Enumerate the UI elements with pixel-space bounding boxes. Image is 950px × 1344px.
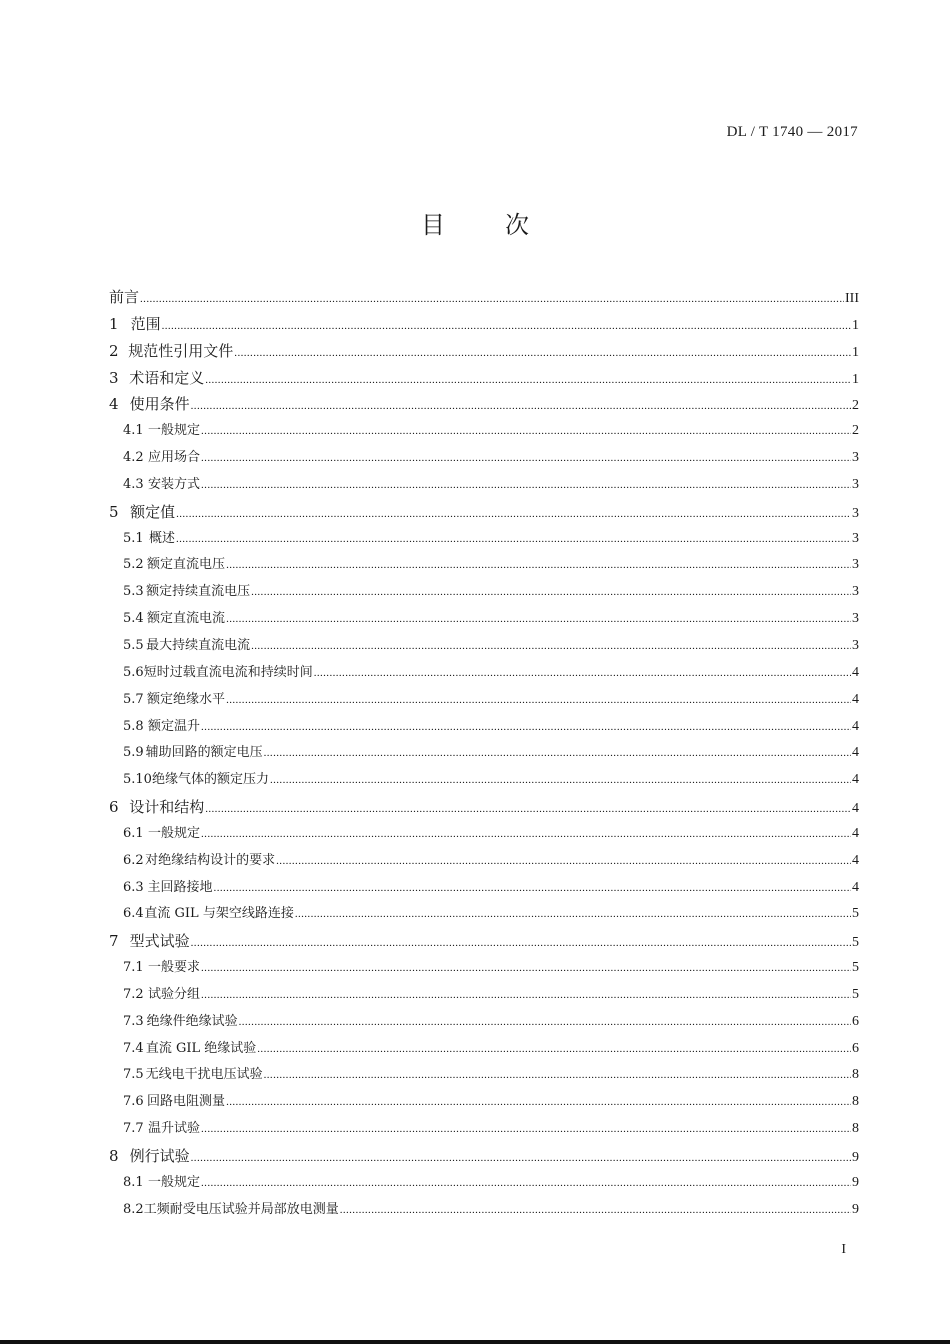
toc-entry-title: 前言	[109, 288, 140, 306]
toc-entry-title: 短时过载直流电流和持续时间	[143, 664, 313, 680]
toc-entry-title: 型式试验	[129, 932, 190, 951]
toc-entry-number: 5.2	[123, 557, 144, 573]
toc-entry[interactable]	[109, 821, 859, 848]
toc-entry-page: 4	[852, 825, 859, 841]
toc-entry-page: 4	[852, 879, 859, 895]
toc-entry[interactable]	[109, 794, 859, 821]
title-left: 目	[421, 211, 445, 239]
toc-entry-number: 5.4	[123, 611, 144, 627]
toc-leader-dots	[340, 1197, 851, 1224]
toc-entry-title: 辅助回路的额定电压	[145, 745, 263, 761]
toc-leader-dots	[176, 526, 851, 553]
title-right: 次	[505, 211, 529, 239]
toc-leader-dots	[226, 552, 851, 579]
toc-entry-page: 8	[852, 1094, 859, 1110]
toc-entry-page: 3	[852, 637, 859, 653]
standard-code: DL / T 1740 — 2017	[726, 124, 858, 140]
toc-entry-number: 5.7	[123, 691, 144, 707]
toc-entry[interactable]	[109, 928, 859, 955]
toc-entry-number: 5.1	[123, 530, 144, 546]
toc-entry-title: 对绝缘结构设计的要求	[145, 852, 276, 868]
toc-entry-number: 6.2	[123, 852, 144, 868]
toc-entry[interactable]	[109, 445, 859, 472]
toc-entry-number: 3	[109, 368, 119, 387]
toc-leader-dots	[214, 875, 851, 902]
toc-entry-number: 4.2	[123, 450, 144, 466]
toc-entry-page: 4	[852, 664, 859, 680]
toc-leader-dots	[201, 1116, 851, 1143]
toc-entry-number: 7.3	[123, 1013, 144, 1029]
toc-entry[interactable]	[109, 1143, 859, 1170]
toc-entry-title: 一般规定	[148, 423, 201, 439]
toc-entry[interactable]	[109, 982, 859, 1009]
toc-entry-number: 7.1	[123, 960, 144, 976]
toc-entry-page: 4	[852, 801, 859, 817]
toc-leader-dots	[234, 340, 851, 367]
toc-entry-page: 4	[852, 852, 859, 868]
toc-entry[interactable]	[109, 472, 859, 499]
toc-entry-title: 设计和结构	[129, 798, 205, 817]
toc-entry-number: 5.5	[123, 637, 144, 653]
toc-entry-number: 7.4	[123, 1040, 144, 1056]
toc-entry-title: 额定直流电压	[147, 557, 226, 573]
toc-entry-title: 温升试验	[148, 1121, 201, 1137]
toc-leader-dots	[140, 286, 844, 313]
toc-entry-page: 3	[852, 584, 859, 600]
toc-entry-title: 术语和定义	[129, 368, 205, 387]
toc-entry-number: 6.4	[123, 906, 144, 922]
toc-leader-dots	[226, 606, 851, 633]
toc-leader-dots	[201, 418, 851, 445]
toc-leader-dots	[314, 660, 851, 687]
toc-entry-title: 额定直流电流	[147, 611, 226, 627]
toc-entry-page: 1	[852, 317, 859, 333]
toc-entry-title: 绝缘件绝缘试验	[146, 1013, 238, 1029]
toc-entry-title: 一般规定	[148, 825, 201, 841]
toc-entry-page: 6	[852, 1013, 859, 1029]
toc-entry-title: 直流 GIL 与架空线路连接	[144, 906, 294, 922]
toc-entry[interactable]	[109, 499, 859, 526]
toc-entry[interactable]	[109, 311, 859, 338]
toc-entry-page: 5	[852, 906, 859, 922]
toc-entry-number: 1	[109, 314, 119, 333]
toc-entry-number: 5.3	[123, 584, 144, 600]
toc-entry-page: 4	[852, 745, 859, 761]
toc-entry-title: 安装方式	[148, 476, 201, 492]
toc-entry[interactable]	[109, 714, 859, 741]
toc-entry-number: 8.1	[123, 1174, 144, 1190]
toc-entry-page: 5	[852, 986, 859, 1002]
toc-leader-dots	[276, 848, 851, 875]
toc-entry[interactable]	[109, 955, 859, 982]
toc-entry[interactable]	[109, 740, 859, 767]
toc-entry[interactable]	[109, 875, 859, 902]
toc-leader-dots	[251, 579, 851, 606]
toc-entry-number: 8	[109, 1147, 119, 1165]
toc-entry-title: 额定绝缘水平	[147, 691, 226, 707]
toc-entry-page: 3	[852, 450, 859, 466]
toc-entry-page: 3	[852, 530, 859, 546]
bottom-border	[0, 1340, 950, 1344]
toc-entry-page: 3	[852, 557, 859, 573]
toc-leader-dots	[201, 1170, 851, 1197]
toc-entry-number: 5	[109, 502, 119, 521]
toc-entry-page: 5	[852, 960, 859, 976]
toc-entry-page: 4	[852, 772, 859, 788]
toc-entry[interactable]	[109, 1089, 859, 1116]
toc-entry[interactable]	[109, 1036, 859, 1063]
toc-leader-dots	[226, 1089, 851, 1116]
toc-entry-title: 例行试验	[129, 1147, 190, 1165]
toc-entry[interactable]	[109, 418, 859, 445]
toc-entry-title: 额定温升	[148, 718, 201, 734]
toc-entry-page: 3	[852, 505, 859, 521]
toc-leader-dots	[270, 767, 851, 794]
toc-entry[interactable]	[109, 1062, 859, 1089]
toc-entry[interactable]	[109, 365, 859, 392]
toc-entry[interactable]	[109, 284, 859, 311]
toc-leader-dots	[226, 687, 851, 714]
toc-leader-dots	[239, 1009, 851, 1036]
toc-entry-title: 回路电阻测量	[147, 1094, 226, 1110]
toc-entry-number: 6.1	[123, 825, 144, 841]
toc-entry-number: 5.9	[123, 745, 144, 761]
toc-entry-title: 直流 GIL 绝缘试验	[145, 1040, 257, 1056]
toc-entry-title: 试验分组	[148, 986, 201, 1002]
toc-entry-page: 9	[852, 1174, 859, 1190]
toc-entry-page: 4	[852, 691, 859, 707]
toc-entry-page: 3	[852, 476, 859, 492]
toc-leader-dots	[201, 821, 851, 848]
table-of-contents	[109, 284, 859, 1224]
toc-entry-title: 一般要求	[148, 960, 201, 976]
toc-entry[interactable]	[109, 1170, 859, 1197]
toc-entry-title: 规范性引用文件	[128, 341, 234, 360]
toc-entry[interactable]	[109, 606, 859, 633]
toc-leader-dots	[251, 633, 851, 660]
toc-entry[interactable]	[109, 391, 859, 418]
toc-entry-page: 2	[852, 423, 859, 439]
toc-leader-dots	[201, 982, 851, 1009]
toc-entry-page: 3	[852, 611, 859, 627]
toc-entry-title: 应用场合	[148, 450, 201, 466]
toc-entry-number: 7.7	[123, 1121, 144, 1137]
toc-entry-page: 5	[852, 935, 859, 951]
toc-entry-page: 9	[852, 1201, 859, 1217]
toc-entry[interactable]	[109, 1116, 859, 1143]
toc-entry-title: 主回路接地	[147, 879, 213, 895]
toc-entry-page: 1	[852, 371, 859, 387]
toc-entry[interactable]	[109, 552, 859, 579]
toc-entry-number: 7.6	[123, 1094, 144, 1110]
toc-leader-dots	[295, 901, 851, 928]
toc-entry[interactable]	[109, 660, 859, 687]
toc-entry-number: 5.10	[123, 772, 152, 788]
toc-entry-title: 概述	[148, 530, 175, 546]
toc-entry-number: 7.5	[123, 1067, 144, 1083]
toc-entry-page: 1	[852, 344, 859, 360]
toc-entry-page: 6	[852, 1040, 859, 1056]
toc-entry-title: 工频耐受电压试验并局部放电测量	[143, 1201, 339, 1217]
toc-entry-title: 范围	[130, 314, 161, 333]
toc-leader-dots	[191, 930, 851, 957]
footer-page-number: I	[841, 1242, 846, 1257]
toc-entry-number: 2	[109, 341, 119, 360]
toc-entry-title: 额定值	[130, 502, 176, 521]
toc-leader-dots	[201, 714, 851, 741]
toc-entry-page: III	[845, 291, 859, 306]
toc-leader-dots	[264, 740, 851, 767]
toc-leader-dots	[201, 472, 851, 499]
toc-entry-title: 额定持续直流电压	[146, 584, 251, 600]
toc-leader-dots	[162, 313, 851, 340]
toc-entry[interactable]	[109, 526, 859, 553]
toc-entry-number: 8.2	[123, 1201, 144, 1217]
toc-entry[interactable]	[109, 579, 859, 606]
toc-entry[interactable]	[109, 338, 859, 365]
toc-leader-dots	[257, 1036, 851, 1063]
toc-entry[interactable]	[109, 848, 859, 875]
toc-entry[interactable]	[109, 901, 859, 928]
page-title	[0, 205, 950, 240]
toc-entry-title: 无线电干扰电压试验	[145, 1067, 263, 1083]
toc-leader-dots	[264, 1062, 851, 1089]
toc-entry[interactable]	[109, 633, 859, 660]
toc-entry[interactable]	[109, 767, 859, 794]
toc-entry-title: 一般规定	[148, 1174, 201, 1190]
toc-entry-title: 最大持续直流电流	[146, 637, 251, 653]
toc-entry[interactable]	[109, 1197, 859, 1224]
toc-entry-page: 2	[852, 398, 859, 414]
toc-entry-title: 绝缘气体的额定压力	[151, 772, 269, 788]
toc-entry-number: 6	[109, 798, 119, 817]
toc-entry-page: 9	[852, 1150, 859, 1165]
toc-entry-page: 8	[852, 1121, 859, 1137]
toc-entry-number: 4.3	[123, 476, 144, 492]
toc-leader-dots	[201, 955, 851, 982]
toc-leader-dots	[191, 1145, 851, 1172]
toc-entry-number: 4.1	[123, 423, 144, 439]
toc-entry-number: 6.3	[123, 879, 144, 895]
toc-entry[interactable]	[109, 1009, 859, 1036]
toc-entry[interactable]	[109, 687, 859, 714]
toc-entry-number: 5.8	[123, 718, 144, 734]
toc-leader-dots	[176, 501, 851, 528]
toc-entry-number: 4	[109, 395, 119, 414]
toc-entry-title: 使用条件	[129, 395, 190, 414]
toc-entry-number: 7.2	[123, 986, 144, 1002]
toc-entry-page: 4	[852, 718, 859, 734]
toc-leader-dots	[191, 393, 851, 420]
toc-entry-number: 7	[109, 932, 119, 951]
toc-leader-dots	[201, 445, 851, 472]
toc-leader-dots	[205, 796, 851, 823]
toc-entry-page: 8	[852, 1067, 859, 1083]
toc-entry-number: 5.6	[123, 664, 144, 680]
toc-leader-dots	[205, 367, 851, 394]
